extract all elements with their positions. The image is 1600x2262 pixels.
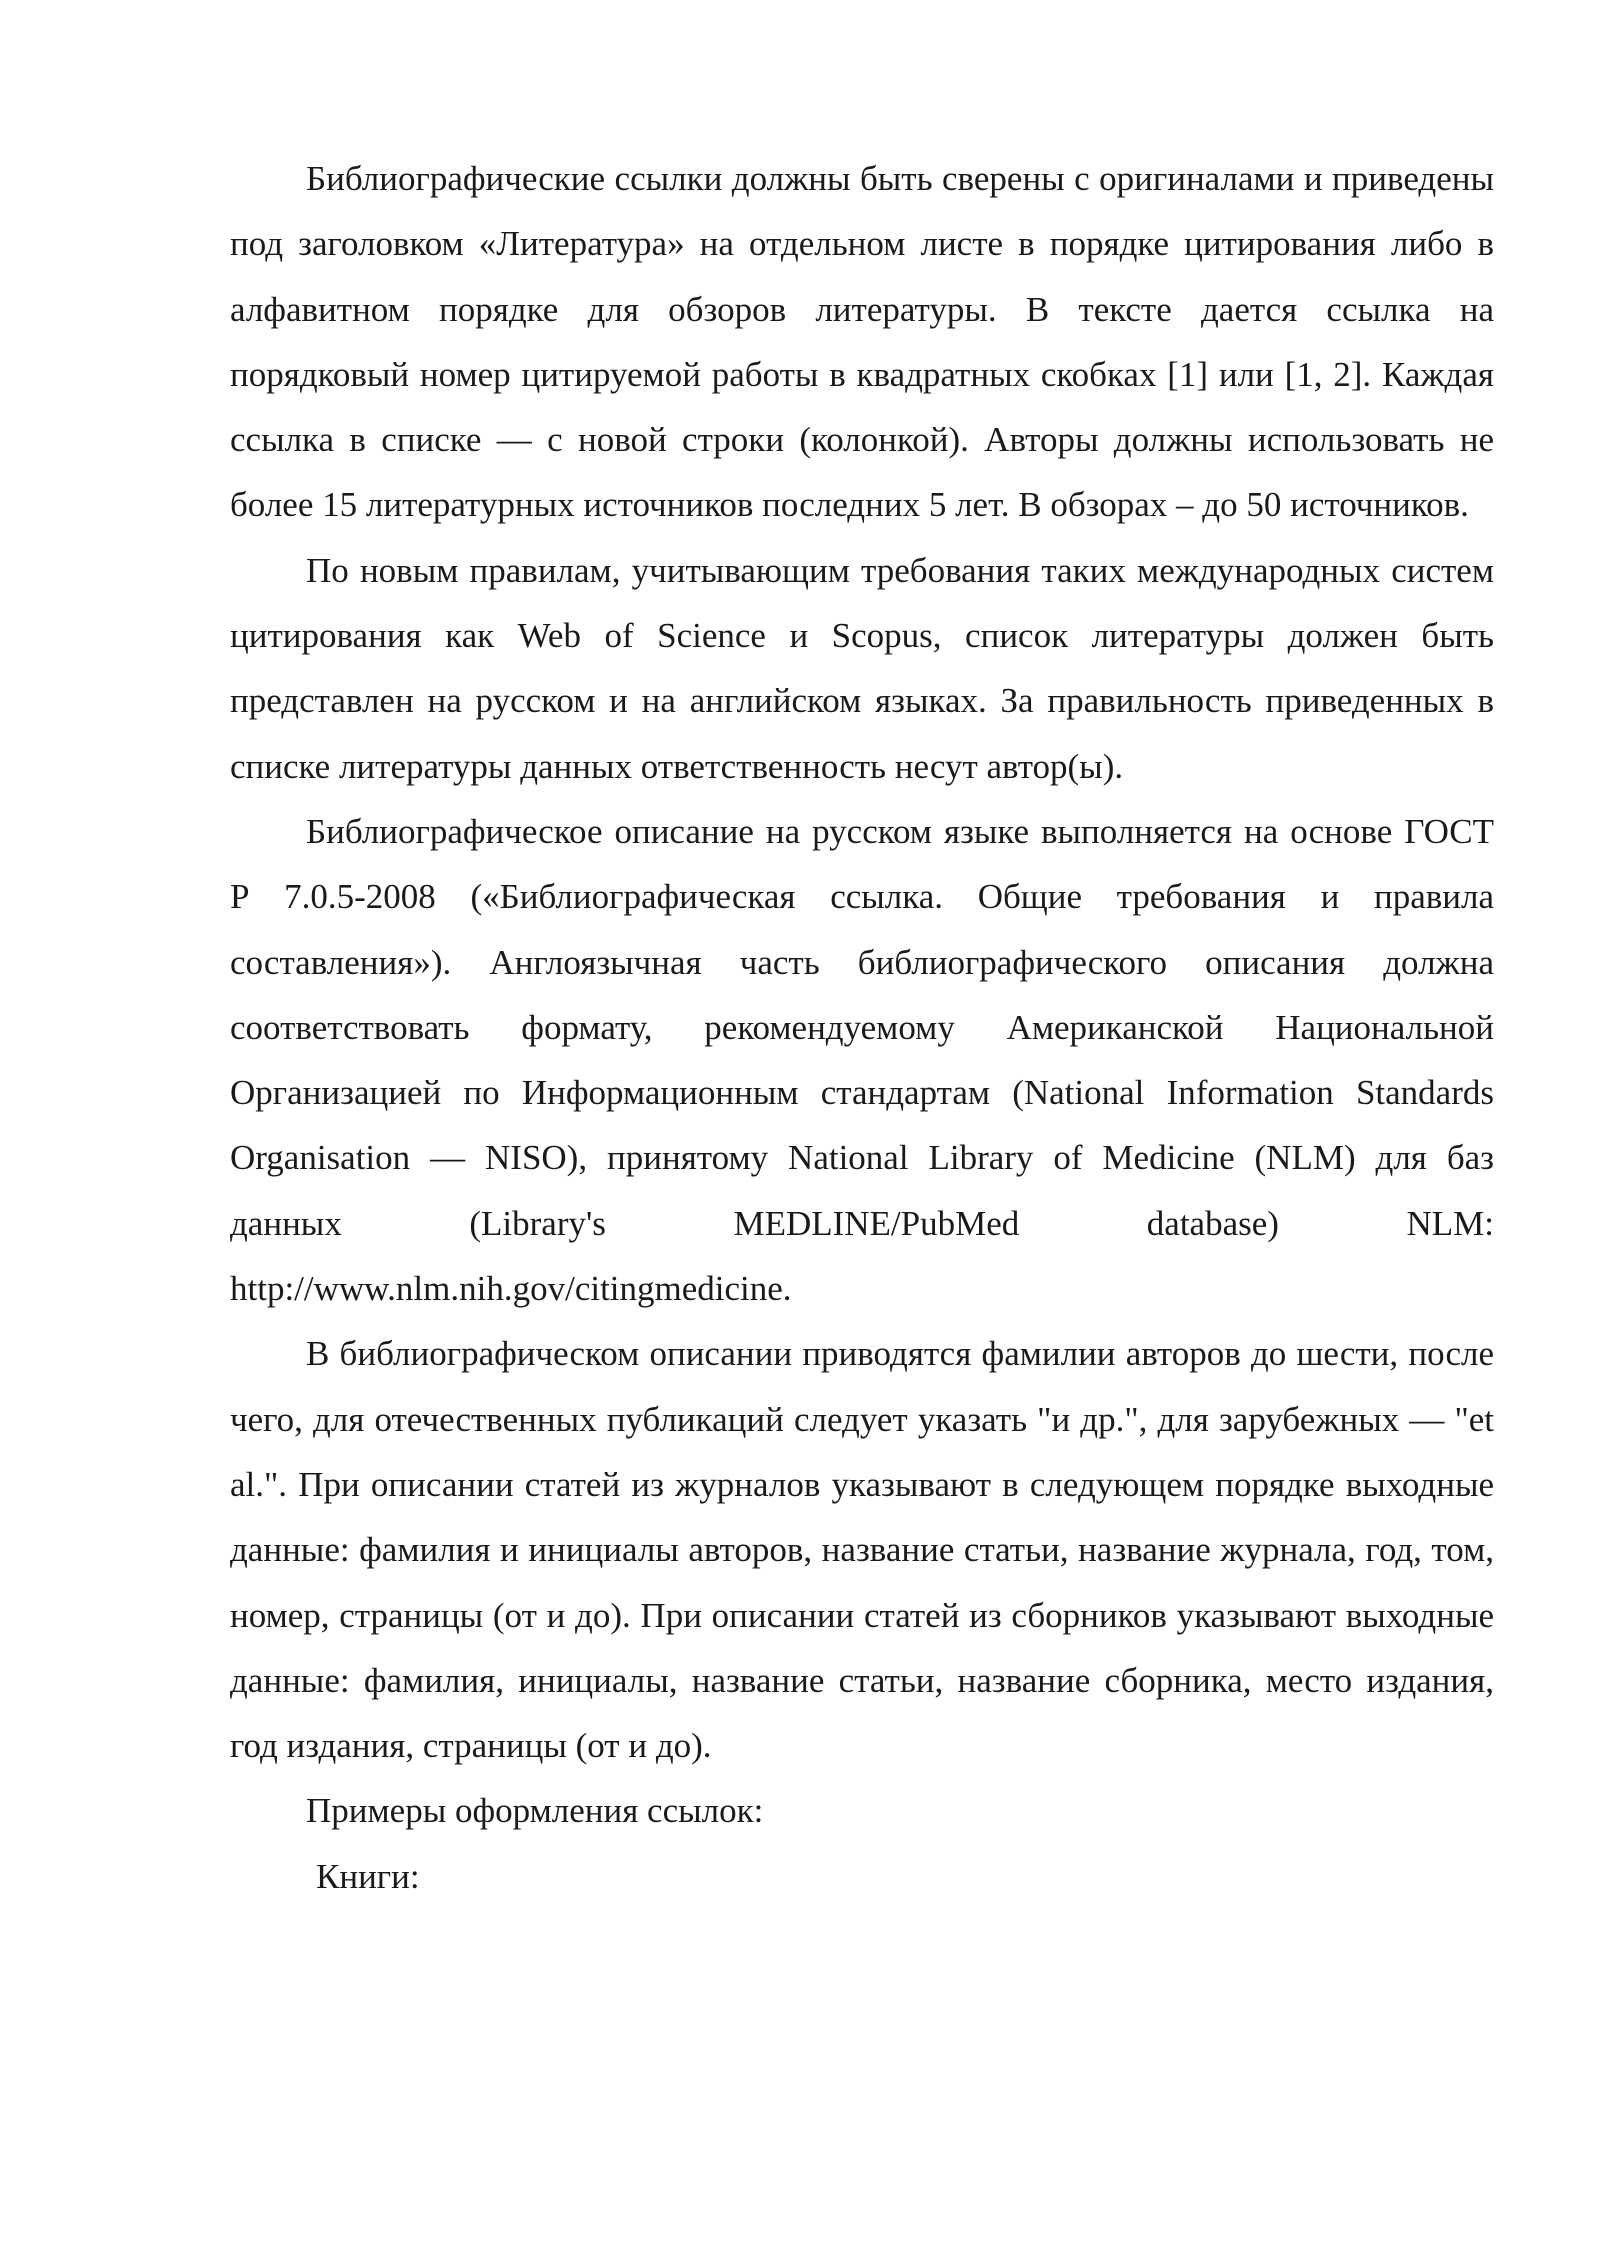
paragraph-gost-description: Библиографическое описание на русском языке выполняется на основе ГОСТ Р 7.0.5-2008 («Библиографическая ссылка. Общие требования и правила составления»). Англоязычная часть библиографического описания должна соответствовать формату, рекомендуемому Американской Национальной Организацией по Информационным стандартам (National Information Standards Organisation — NISO), принятому National Library of Medicine (NLM) для баз данных (Library's MEDLINE/PubMed database) NLM: http://www.nlm.nih.gov/citingmedicine. (230, 811, 1494, 1309)
paragraph-references-rules: Библиографические ссылки должны быть сверены с оригиналами и приведены под заголовком «Литература» на отдельном листе в порядке цитирования либо в алфавитном порядке для обзоров литературы. В тексте дается ссылка на порядковый номер цитируемой работы в квадратных скобках [1] или [1, 2]. Каждая ссылка в списке — с новой строки (колонкой). Авторы должны использовать не более 15 литературных источников последних 5 лет. В обзорах – до 50 источников. (230, 159, 1494, 525)
paragraph-books-label: Книги: (316, 1856, 420, 1896)
body-text (230, 146, 1494, 1909)
paragraph-examples-heading: Примеры оформления ссылок: (306, 1791, 764, 1831)
paragraph-citation-systems: По новым правилам, учитывающим требования таких международных систем цитирования как Web of Science и Scopus, список литературы должен быть представлен на русском и на английском языках. За правильность приведенных в списке литературы данных ответственность несут автор(ы). (230, 550, 1494, 786)
paragraph-author-list-rules: В библиографическом описании приводятся фамилии авторов до шести, после чего, для отечественных публикаций следует указать "и др.", для зарубежных — "et al.". При описании статей из журналов указывают в следующем порядке выходные данные: фамилия и инициалы авторов, название статьи, название журнала, год, том, номер, страницы (от и до). При описании статей из сборников указывают выходные данные: фамилия, инициалы, название статьи, название сборника, место издания, год издания, страницы (от и до). (230, 1334, 1494, 1766)
